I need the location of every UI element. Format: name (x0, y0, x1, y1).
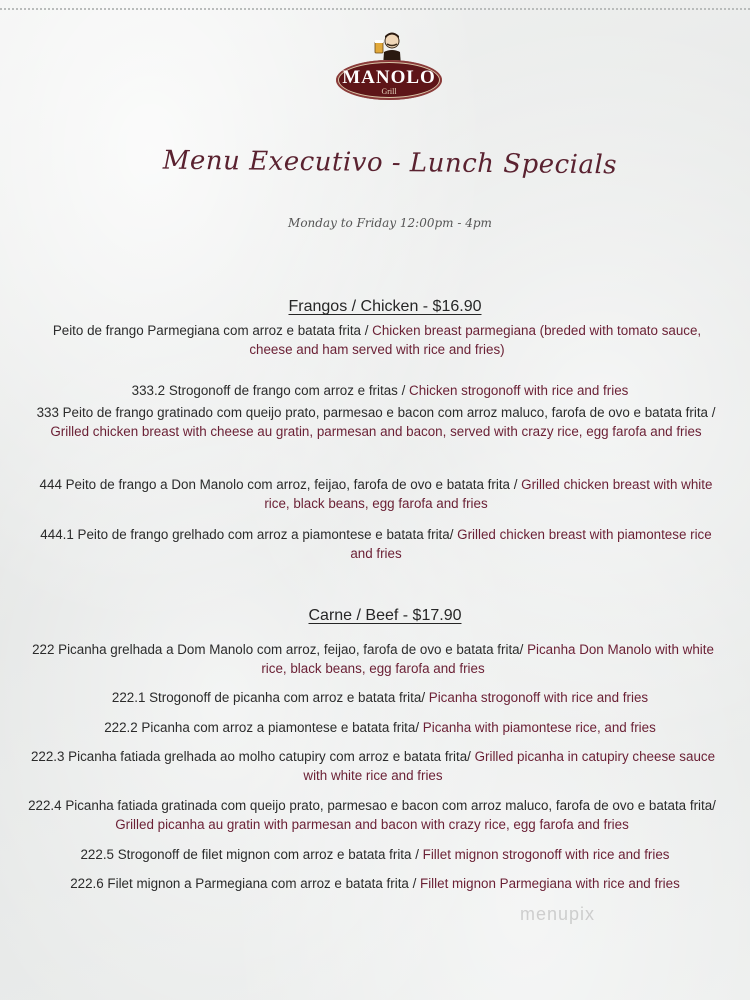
menu-item (30, 526, 722, 563)
menu-item (24, 748, 722, 785)
dotted-border (0, 8, 750, 10)
section-title-chicken: Frangos / Chicken - $16.90 (288, 298, 482, 315)
menu-item (24, 641, 722, 678)
menu-item (30, 476, 722, 513)
item-portuguese: 222.2 Picanha com arroz a piamontese e batata frita/ (104, 720, 423, 735)
item-portuguese: 222.4 Picanha fatiada gratinada com queijo prato, parmesao e bacon com arroz maluco, farofa de ovo e batata frita/ (28, 798, 716, 813)
item-english: Picanha with piamontese rice, and fries (422, 720, 656, 735)
menu-item (30, 846, 720, 865)
logo-subtitle: Grill (381, 87, 397, 96)
item-english: Picanha strogonoff with rice and fries (428, 690, 649, 705)
item-portuguese: 444 Peito de frango a Don Manolo com arroz, feijao, farofa de ovo e batata frita / (39, 477, 522, 492)
item-english: Picanha Don Manolo with white rice, black beans, egg farofa and fries (261, 642, 714, 676)
section-title-beef: Carne / Beef - $17.90 (308, 607, 462, 624)
menu-hours: Monday to Friday 12:00pm - 4pm (288, 216, 492, 230)
menu-item (32, 322, 722, 359)
item-english: Grilled chicken breast with piamontese rice and fries (350, 527, 712, 561)
menu-item (60, 719, 700, 738)
item-portuguese: 444.1 Peito de frango grelhado com arroz a piamontese e batata frita/ (40, 527, 458, 542)
item-english: Grilled picanha in catupiry cheese sauce with white rice and fries (303, 749, 716, 783)
item-portuguese: 222.3 Picanha fatiada grelhada ao molho catupiry com arroz e batata frita/ (30, 749, 475, 764)
item-english: Grilled chicken breast with cheese au gratin, parmesan and bacon, served with crazy rice, egg farofa and fries (50, 423, 702, 439)
item-portuguese: 333.2 Strogonoff de frango com arroz e fritas / (131, 383, 410, 398)
item-portuguese: 222.5 Strogonoff de filet mignon com arroz e batata frita / (80, 847, 423, 862)
item-english: Chicken strogonoff with rice and fries (409, 383, 629, 398)
item-portuguese: 333 Peito de frango gratinado com queijo prato, parmesao e bacon com arroz maluco, farofa de ovo e batata frita / (36, 405, 716, 420)
item-english: Fillet mignon strogonoff with rice and fries (422, 847, 670, 862)
menu-item (60, 382, 700, 401)
menu-item (30, 404, 722, 441)
item-english: Chicken breast parmegiana (breded with tomato sauce, cheese and ham served with rice and fries) (249, 323, 702, 357)
manolo-grill-logo (336, 30, 442, 102)
logo-oval (336, 60, 442, 100)
menu-item (22, 797, 722, 834)
item-english: Fillet mignon Parmegiana with rice and fries (420, 876, 680, 891)
item-portuguese: 222.6 Filet mignon a Parmegiana com arroz e batata frita / (70, 876, 421, 891)
item-portuguese: Peito de frango Parmegiana com arroz e batata frita / (52, 323, 373, 338)
item-english: Grilled chicken breast with white rice, black beans, egg farofa and fries (264, 477, 713, 511)
item-portuguese: 222.1 Strogonoff de picanha com arroz e batata frita/ (111, 690, 429, 705)
menupix-watermark: menupix (520, 904, 596, 924)
item-portuguese: 222 Picanha grelhada a Dom Manolo com arroz, feijao, farofa de ovo e batata frita/ (32, 642, 528, 657)
menu-item (30, 875, 720, 894)
item-english: Grilled picanha au gratin with parmesan and bacon with crazy rice, egg farofa and fries (115, 816, 629, 832)
logo-brand: MANOLO (342, 67, 436, 88)
menu-item (60, 689, 700, 708)
menu-title: Menu Executivo - Lunch Specials (162, 145, 618, 181)
